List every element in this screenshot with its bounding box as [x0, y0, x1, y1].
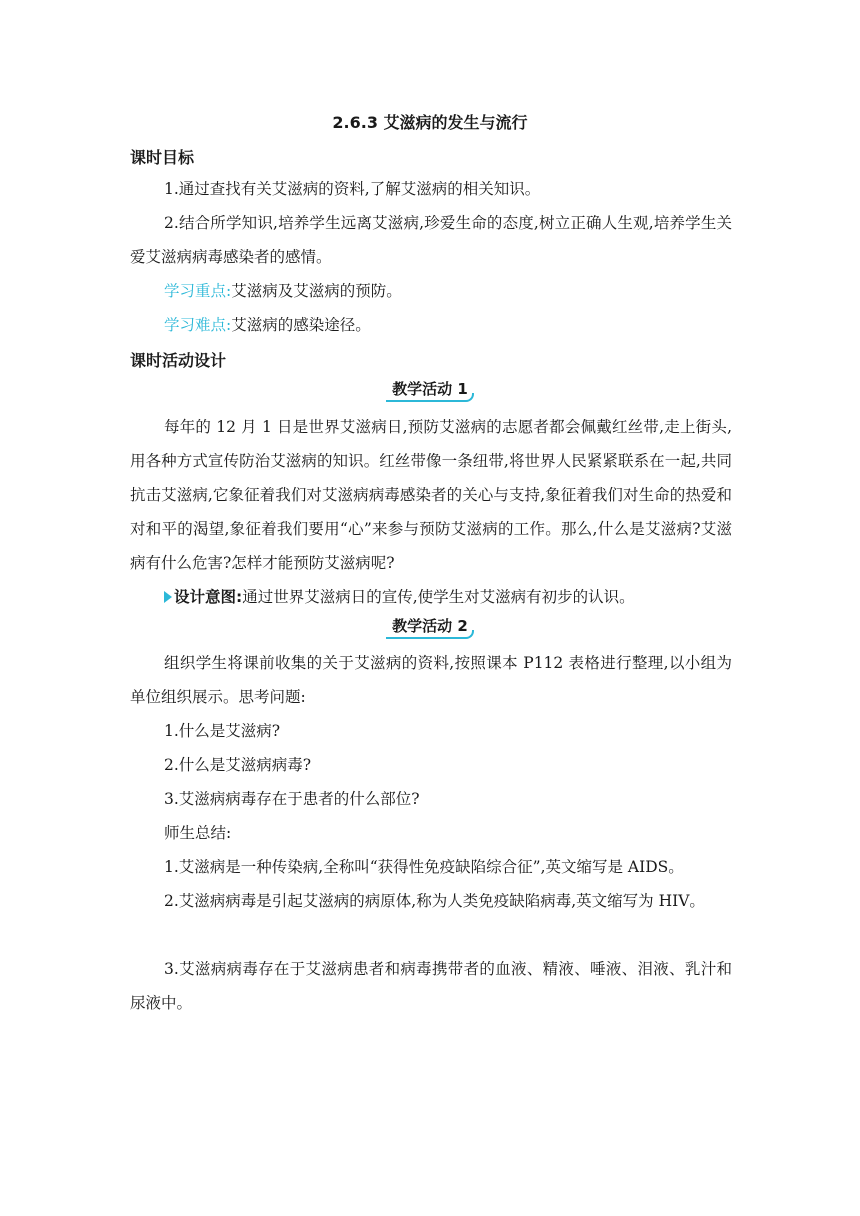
- question-1: 1.什么是艾滋病?: [164, 722, 281, 740]
- activity-2-title-box: [0, 615, 860, 639]
- triangle-arrow-icon: [164, 591, 172, 603]
- summary-label: 师生总结:: [164, 824, 232, 842]
- answer-3: 3.艾滋病病毒存在于艾滋病患者和病毒携带者的血液、精液、唾液、泪液、乳汁和尿液中。: [130, 960, 732, 1012]
- key-point-label: 学习重点:: [164, 282, 232, 300]
- activity-2-title: 教学活动 2: [386, 615, 474, 639]
- answer-1: 1.艾滋病是一种传染病,全称叫“获得性免疫缺陷综合征”,英文缩写是 AIDS。: [164, 858, 684, 876]
- difficulty-point: [130, 308, 732, 342]
- activity-2-intro: 组织学生将课前收集的关于艾滋病的资料,按照课本 P112 表格进行整理,以小组为单位组织展示。思考问题:: [130, 654, 732, 706]
- design-intent-label: 设计意图:: [174, 588, 243, 606]
- design-intent-text: 通过世界艾滋病日的宣传,使学生对艾滋病有初步的认识。: [242, 588, 635, 606]
- answer-2: 2.艾滋病病毒是引起艾滋病的病原体,称为人类免疫缺陷病毒,英文缩写为 HIV。: [164, 892, 705, 910]
- difficulty-text: 艾滋病的感染途径。: [231, 316, 371, 334]
- objectives-heading: 课时目标: [130, 148, 195, 167]
- activity-1-title: 教学活动 1: [386, 378, 474, 402]
- key-point: [130, 274, 732, 308]
- difficulty-label: 学习难点:: [164, 316, 232, 334]
- key-point-text: 艾滋病及艾滋病的预防。: [231, 282, 402, 300]
- page-title: 2.6.3 艾滋病的发生与流行: [332, 113, 528, 132]
- design-intent: [130, 580, 732, 614]
- activities-heading: 课时活动设计: [130, 351, 227, 370]
- activity-1-title-box: [0, 378, 860, 402]
- question-2: 2.什么是艾滋病病毒?: [164, 756, 312, 774]
- objective-item-1: 1.通过查找有关艾滋病的资料,了解艾滋病的相关知识。: [164, 180, 541, 198]
- objective-item-2: 2.结合所学知识,培养学生远离艾滋病,珍爱生命的态度,树立正确人生观,培养学生关爱艾滋病病毒感染者的感情。: [130, 214, 732, 266]
- activity-1-text: 每年的 12 月 1 日是世界艾滋病日,预防艾滋病的志愿者都会佩戴红丝带,走上街头,用各种方式宣传防治艾滋病的知识。红丝带像一条纽带,将世界人民紧紧联系在一起,共同抗击艾滋病,它象征着我们对艾滋病病毒感染者的关心与支持,象征着我们对生命的热爱和对和平的渴望,象征着我们要用“心”来参与预防艾滋病的工作。那么,什么是艾滋病?艾滋病有什么危害?怎样才能预防艾滋病呢?: [130, 418, 732, 572]
- question-3: 3.艾滋病病毒存在于患者的什么部位?: [164, 790, 420, 808]
